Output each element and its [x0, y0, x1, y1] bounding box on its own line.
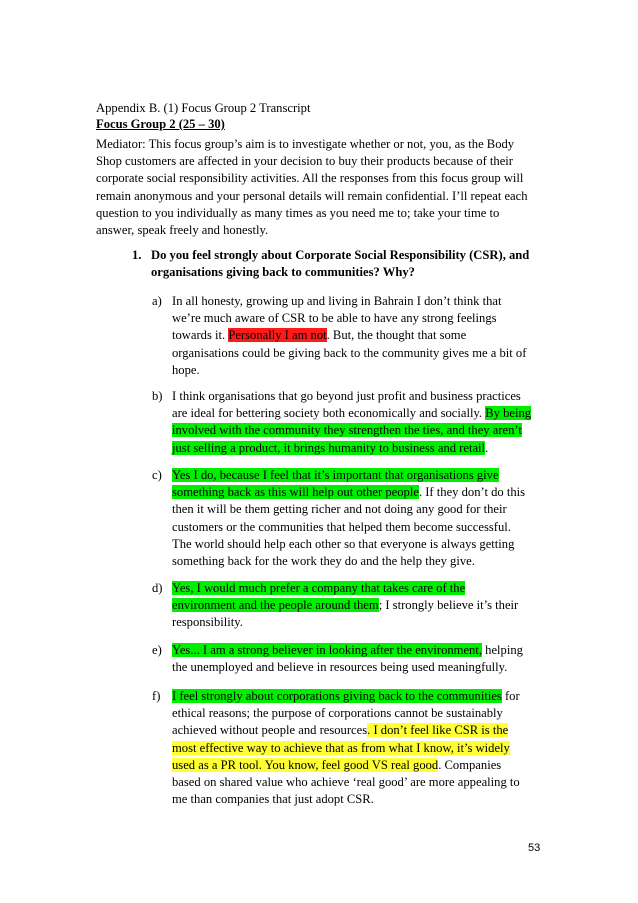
yellow-highlight: used as a PR tool. You know, feel good VS real good [172, 757, 439, 772]
answer-line [172, 740, 520, 757]
intro-line: corporate social responsibility activities. All the responses from this focus group will [96, 171, 524, 186]
answer-body [172, 580, 518, 632]
answer-line: me than companies that just adopt CSR. [172, 792, 374, 807]
mediator-intro [96, 136, 546, 239]
answer-line: organisations could be giving back to the community gives me a bit of [172, 345, 527, 360]
green-highlight: just selling a product, it brings humanity to business and retail [172, 440, 486, 455]
answer-text: . [485, 440, 489, 455]
intro-line: answer, speak freely and honestly. [96, 223, 269, 238]
focus-group-title: Focus Group 2 (25 – 30) [96, 117, 225, 131]
green-highlight: I feel strongly about corporations giving back to the communities [172, 689, 502, 703]
answer-line: something back for the work they do and the help they give. [172, 554, 475, 569]
green-highlight: Yes I do, because I feel that it’s important that organisations give [172, 468, 499, 482]
question-line: Do you feel strongly about Corporate Social Responsibility (CSR), and [151, 248, 530, 262]
answer-text: . Companies [438, 757, 502, 772]
answer-line [172, 757, 520, 774]
answer-body [172, 688, 520, 808]
question-text [151, 247, 529, 282]
answer-text: for [501, 689, 520, 703]
answer-text: achieved without people and resources [172, 723, 368, 738]
answer-body [172, 642, 523, 676]
answer-text: ; I strongly believe it’s their [378, 598, 519, 613]
page-number: 53 [528, 842, 541, 854]
red-highlight: Personally I am not [228, 328, 327, 343]
answer-line [172, 422, 531, 439]
intro-line: question to you individually as many times as you need me to; take your time to [96, 205, 500, 220]
green-highlight: involved with the community they strengthen the ties, and they aren’t [172, 423, 522, 438]
answer-letter: a) [152, 294, 162, 308]
answer-line [172, 580, 518, 597]
green-highlight: By being [485, 406, 532, 421]
answer-line [172, 688, 520, 705]
answer-line [172, 722, 520, 739]
answer-line: responsibility. [172, 615, 243, 630]
answer-letter: e) [152, 643, 162, 657]
answer-line [172, 467, 525, 484]
answer-line: I think organisations that go beyond just profit and business practices [172, 389, 521, 403]
answer-line: we’re much aware of CSR to be able to have any strong feelings [172, 311, 497, 326]
answer-text: helping [482, 643, 523, 657]
answer-line: customers or the communities that helped them become successful. [172, 519, 511, 534]
question-number: 1. [132, 248, 142, 262]
answer-line: hope. [172, 362, 200, 377]
answer-line [172, 597, 518, 614]
answer-line: based on shared value who achieve ‘real good’ are more appealing to [172, 775, 520, 790]
answer-line: The world should help each other so that everyone is always getting [172, 536, 515, 551]
answer-text: . If they don’t do this [418, 485, 526, 500]
answer-line [172, 327, 526, 344]
answer-body [172, 293, 526, 379]
answer-letter: d) [152, 581, 163, 595]
answer-line [172, 642, 523, 659]
green-highlight: environment and the people around them [172, 598, 379, 613]
transcript-header [96, 100, 546, 132]
question-line: organisations giving back to communities? Why? [151, 265, 415, 280]
answer-letter: b) [152, 389, 163, 403]
answer-line [172, 484, 525, 501]
answer-line: then it will be them getting richer and not doing any good for their [172, 502, 507, 517]
green-highlight: Yes, I would much prefer a company that takes care of the [172, 581, 466, 595]
green-highlight: something back as this will help out other people [172, 485, 419, 500]
answer-letter: c) [152, 468, 162, 482]
answer-text: are ideal for bettering society both economically and socially. [172, 406, 486, 421]
green-highlight: Yes... I am a strong believer in looking after the environment, [172, 643, 482, 657]
answer-body [172, 467, 525, 570]
answer-text: towards it. [172, 328, 229, 343]
intro-line: Mediator: This focus group’s aim is to investigate whether or not, you, as the Body [96, 137, 515, 151]
yellow-highlight: most effective way to achieve that as from what I know, it’s widely [172, 740, 510, 755]
answer-text: . But, the thought that some [326, 328, 467, 343]
answer-line: the unemployed and believe in resources being used meaningfully. [172, 660, 508, 675]
answer-letter: f) [152, 689, 161, 703]
answer-line: ethical reasons; the purpose of corporations cannot be sustainably [172, 706, 503, 721]
intro-line: remain anonymous and your personal details will remain confidential. I’ll repeat each [96, 188, 528, 203]
appendix-title: Appendix B. (1) Focus Group 2 Transcript [96, 101, 311, 115]
answer-line: In all honesty, growing up and living in Bahrain I don’t think that [172, 294, 502, 308]
answer-line [172, 405, 531, 422]
answer-body [172, 388, 531, 457]
answer-line [172, 440, 531, 457]
yellow-highlight: . I don’t feel like CSR is the [367, 723, 509, 738]
intro-line: Shop customers are affected in your decision to buy their products because of their [96, 154, 513, 169]
